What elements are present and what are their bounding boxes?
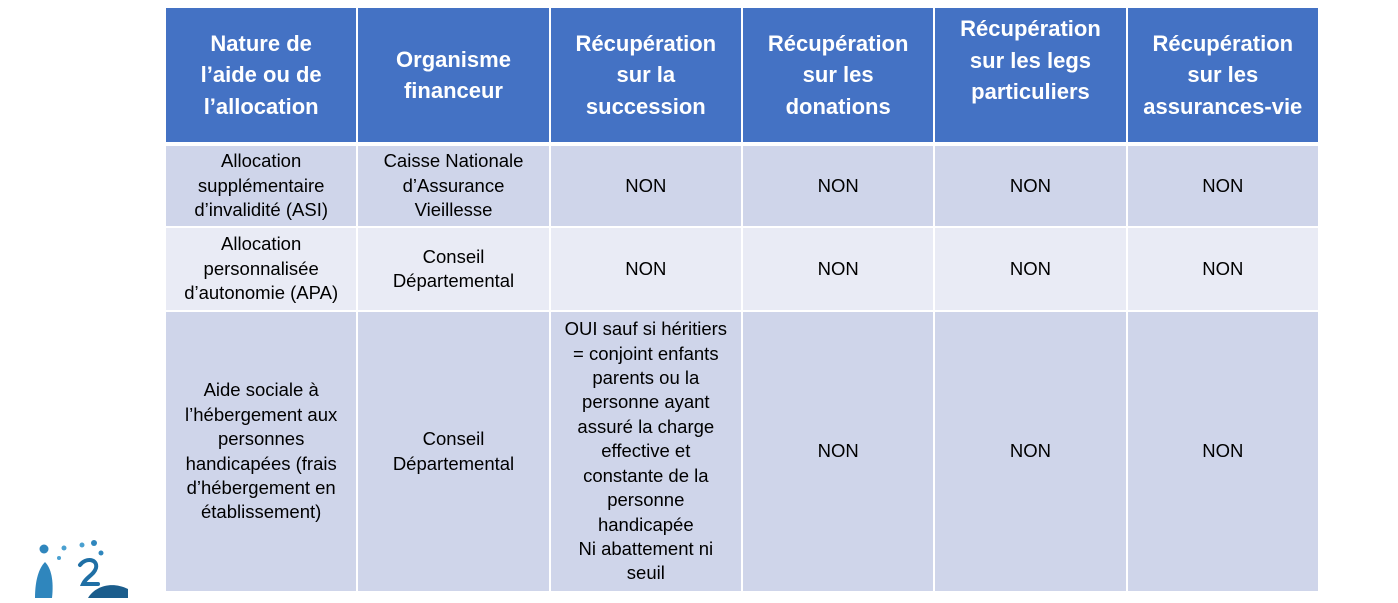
cell-organisme — [358, 228, 548, 310]
cell-text: NON — [817, 440, 859, 462]
cell-text: Allocation personnalisée d’autonomie (APA) — [184, 233, 339, 304]
cell-legs — [935, 228, 1125, 310]
cell-assurances-vie — [1128, 146, 1318, 226]
header-cell-assurances-vie — [1128, 8, 1318, 142]
cell-nature — [166, 228, 356, 310]
cell-succession — [551, 312, 741, 591]
cell-nature — [166, 312, 356, 591]
header-label-nature: Nature de l’aide ou de l’allocation — [200, 30, 322, 119]
cell-legs — [935, 312, 1125, 591]
cell-text: NON — [1009, 257, 1052, 279]
cell-assurances-vie — [1128, 228, 1318, 310]
table-row — [166, 146, 1318, 226]
table-row — [166, 312, 1318, 591]
cell-text: NON — [1009, 440, 1052, 462]
table-row — [166, 228, 1318, 310]
cell-text: NON — [625, 174, 667, 196]
header-cell-nature — [166, 8, 356, 142]
cell-text: NON — [625, 257, 667, 279]
header-label-legs: Récupération sur les legs particuliers — [960, 16, 1101, 105]
cell-organisme — [358, 312, 548, 591]
header-label-organisme: Organisme financeur — [396, 46, 511, 103]
header-cell-succession — [551, 8, 741, 142]
cell-text: NON — [817, 174, 859, 196]
cell-text: NON — [1202, 174, 1244, 196]
cell-text: NON — [1202, 257, 1244, 279]
organization-logo-icon — [30, 538, 130, 598]
cell-text: Conseil Départemental — [392, 428, 515, 474]
header-label-assurances-vie: Récupération sur les assurances-vie — [1143, 30, 1303, 119]
cell-organisme — [358, 146, 548, 226]
cell-nature — [166, 146, 356, 226]
header-cell-organisme — [358, 8, 548, 142]
cell-text: NON — [1202, 440, 1244, 462]
cell-text: Conseil Départemental — [392, 245, 515, 291]
cell-text: OUI sauf si héritiers = conjoint enfants parents ou la personne ayant assuré la charge effective et constante de la personne handicapée Ni abattement ni seuil — [564, 318, 728, 584]
aid-recovery-table — [166, 8, 1318, 591]
cell-donations — [743, 228, 933, 310]
cell-succession — [551, 228, 741, 310]
table-header-row — [166, 8, 1318, 142]
header-label-succession: Récupération sur la succession — [575, 30, 717, 119]
cell-legs — [935, 146, 1125, 226]
cell-donations — [743, 146, 933, 226]
cell-text: NON — [1009, 174, 1052, 196]
cell-text: Aide sociale à l’hébergement aux personnes handicapées (frais d’hébergement en établissement) — [185, 379, 338, 523]
cell-assurances-vie — [1128, 312, 1318, 591]
cell-text: Caisse Nationale d’Assurance Vieillesse — [383, 150, 524, 221]
header-cell-legs — [935, 8, 1125, 142]
cell-donations — [743, 312, 933, 591]
header-cell-donations — [743, 8, 933, 142]
cell-succession — [551, 146, 741, 226]
header-label-donations: Récupération sur les donations — [767, 30, 909, 119]
cell-text: NON — [817, 257, 859, 279]
cell-text: Allocation supplémentaire d’invalidité (ASI) — [194, 150, 328, 221]
